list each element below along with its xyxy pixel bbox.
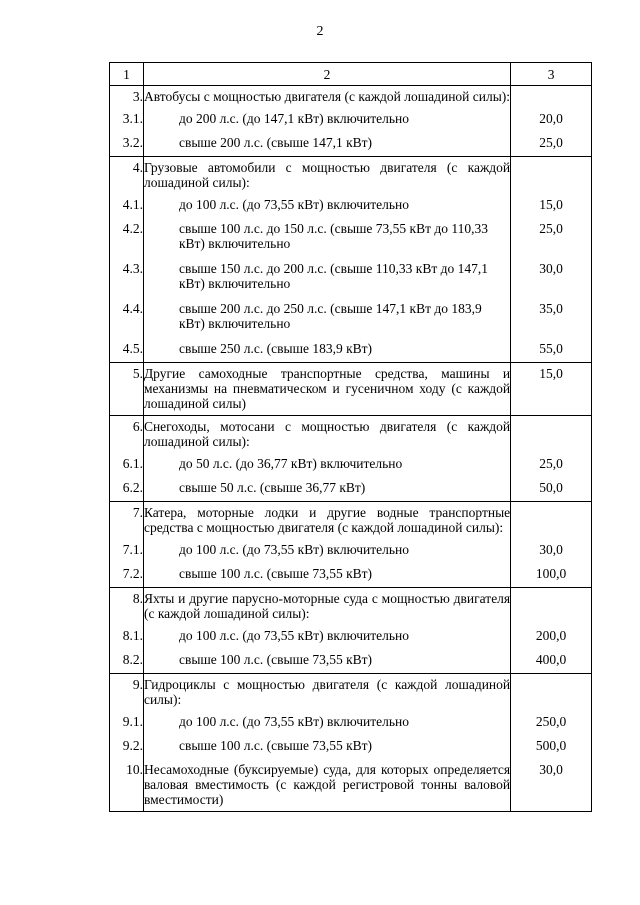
table-row [110, 108, 592, 132]
rate-value: 35,0 [511, 298, 592, 338]
rate-value [511, 416, 592, 454]
row-number: 4.2. [110, 218, 144, 258]
subcategory-description: свыше 200 л.с. до 250 л.с. (свыше 147,1 кВт до 183,9 кВт) включительно [178, 301, 482, 331]
subcategory-description: до 100 л.с. (до 73,55 кВт) включительно [178, 714, 410, 729]
table-row [110, 157, 592, 195]
table-row [110, 588, 592, 626]
category-description: Гидроциклы с мощностью двигателя (с каждой лошадиной силы): [143, 677, 511, 707]
table-row [110, 735, 592, 759]
table-row [110, 86, 592, 109]
rate-value: 50,0 [511, 477, 592, 502]
category-description: Снегоходы, мотосани с мощностью двигателя (с каждой лошадиной силы): [143, 419, 511, 449]
subcategory-description: до 100 л.с. (до 73,55 кВт) включительно [178, 197, 410, 212]
description-cell [143, 649, 510, 674]
row-number: 7. [110, 502, 144, 540]
subcategory-description: свыше 150 л.с. до 200 л.с. (свыше 110,33 кВт до 147,1 кВт) включительно [178, 261, 489, 291]
rate-value: 30,0 [511, 539, 592, 563]
row-number: 7.2. [110, 563, 144, 588]
rate-value [511, 502, 592, 540]
category-description: Несамоходные (буксируемые) суда, для которых определяется валовая вместимость (с каждой регистровой тонны валовой вместимости) [143, 762, 511, 807]
row-number: 8.2. [110, 649, 144, 674]
row-number: 8.1. [110, 625, 144, 649]
rate-value [511, 157, 592, 195]
rate-value: 15,0 [511, 194, 592, 218]
description-cell [143, 759, 510, 812]
category-description: Яхты и другие парусно-моторные суда с мощностью двигателя (с каждой лошадиной силы): [143, 591, 511, 621]
rate-value: 55,0 [511, 338, 592, 363]
row-number: 9.1. [110, 711, 144, 735]
description-cell [143, 218, 510, 258]
table-row [110, 132, 592, 157]
description-cell [143, 298, 510, 338]
description-cell [143, 157, 510, 195]
row-number: 8. [110, 588, 144, 626]
subcategory-description: свыше 100 л.с. (свыше 73,55 кВт) [178, 652, 373, 667]
table-row [110, 711, 592, 735]
tax-rate-table [109, 62, 592, 812]
row-number: 5. [110, 363, 144, 416]
description-cell [143, 502, 510, 540]
row-number: 9.2. [110, 735, 144, 759]
row-number: 7.1. [110, 539, 144, 563]
row-number: 6.1. [110, 453, 144, 477]
rate-value: 25,0 [511, 132, 592, 157]
rate-value: 30,0 [511, 258, 592, 298]
description-cell [143, 539, 510, 563]
rate-value: 30,0 [511, 759, 592, 812]
rate-value: 400,0 [511, 649, 592, 674]
subcategory-description: свыше 100 л.с. (свыше 73,55 кВт) [178, 566, 373, 581]
rate-value: 25,0 [511, 218, 592, 258]
table-row [110, 338, 592, 363]
category-description: Другие самоходные транспортные средства, машины и механизмы на пневматическом и гусеничном ходу (с каждой лошадиной силы) [143, 366, 511, 411]
table-row [110, 563, 592, 588]
description-cell [143, 86, 510, 109]
table-row [110, 258, 592, 298]
page-number: 2 [316, 24, 324, 39]
description-cell [143, 363, 510, 416]
description-cell [143, 453, 510, 477]
table-row [110, 416, 592, 454]
description-cell [143, 563, 510, 588]
row-number: 4.1. [110, 194, 144, 218]
row-number: 3.1. [110, 108, 144, 132]
rate-value: 100,0 [511, 563, 592, 588]
row-number: 4.5. [110, 338, 144, 363]
rate-value [511, 588, 592, 626]
row-number: 9. [110, 674, 144, 712]
description-cell [143, 132, 510, 157]
column-header-rate: 3 [511, 63, 592, 86]
subcategory-description: до 100 л.с. (до 73,55 кВт) включительно [178, 542, 410, 557]
table-row [110, 477, 592, 502]
row-number: 6. [110, 416, 144, 454]
table-row [110, 674, 592, 712]
category-description: Грузовые автомобили с мощностью двигателя (с каждой лошадиной силы): [143, 160, 511, 190]
rate-value [511, 674, 592, 712]
description-cell [143, 477, 510, 502]
description-cell [143, 735, 510, 759]
table-row [110, 363, 592, 416]
row-number: 10. [110, 759, 144, 812]
column-header-description: 2 [143, 63, 510, 86]
table-row [110, 194, 592, 218]
subcategory-description: до 100 л.с. (до 73,55 кВт) включительно [178, 628, 410, 643]
description-cell [143, 194, 510, 218]
table-row [110, 453, 592, 477]
table-body [110, 86, 592, 812]
row-number: 4.3. [110, 258, 144, 298]
subcategory-description: свыше 200 л.с. (свыше 147,1 кВт) [178, 135, 373, 150]
rate-value: 200,0 [511, 625, 592, 649]
rate-value: 500,0 [511, 735, 592, 759]
category-description: Автобусы с мощностью двигателя (с каждой лошадиной силы): [143, 89, 511, 104]
description-cell [143, 338, 510, 363]
subcategory-description: до 200 л.с. (до 147,1 кВт) включительно [178, 111, 410, 126]
row-number: 4.4. [110, 298, 144, 338]
table-row [110, 502, 592, 540]
description-cell [143, 711, 510, 735]
table-row [110, 539, 592, 563]
rate-value: 250,0 [511, 711, 592, 735]
row-number: 3. [110, 86, 144, 109]
table-row [110, 649, 592, 674]
description-cell [143, 625, 510, 649]
table-row [110, 298, 592, 338]
rate-value: 25,0 [511, 453, 592, 477]
description-cell [143, 674, 510, 712]
rate-value: 20,0 [511, 108, 592, 132]
table-row [110, 625, 592, 649]
row-number: 3.2. [110, 132, 144, 157]
description-cell [143, 416, 510, 454]
description-cell [143, 588, 510, 626]
table-row [110, 759, 592, 812]
subcategory-description: до 50 л.с. (до 36,77 кВт) включительно [178, 456, 403, 471]
description-cell [143, 108, 510, 132]
description-cell [143, 258, 510, 298]
subcategory-description: свыше 50 л.с. (свыше 36,77 кВт) [178, 480, 366, 495]
table-header-row [110, 63, 592, 86]
table-row [110, 218, 592, 258]
subcategory-description: свыше 100 л.с. (свыше 73,55 кВт) [178, 738, 373, 753]
row-number: 4. [110, 157, 144, 195]
rate-value: 15,0 [511, 363, 592, 416]
subcategory-description: свыше 250 л.с. (свыше 183,9 кВт) [178, 341, 373, 356]
rate-value [511, 86, 592, 109]
subcategory-description: свыше 100 л.с. до 150 л.с. (свыше 73,55 кВт до 110,33 кВт) включительно [178, 221, 489, 251]
category-description: Катера, моторные лодки и другие водные транспортные средства с мощностью двигателя (с каждой лошадиной силы): [143, 505, 511, 535]
column-header-number: 1 [110, 63, 144, 86]
row-number: 6.2. [110, 477, 144, 502]
